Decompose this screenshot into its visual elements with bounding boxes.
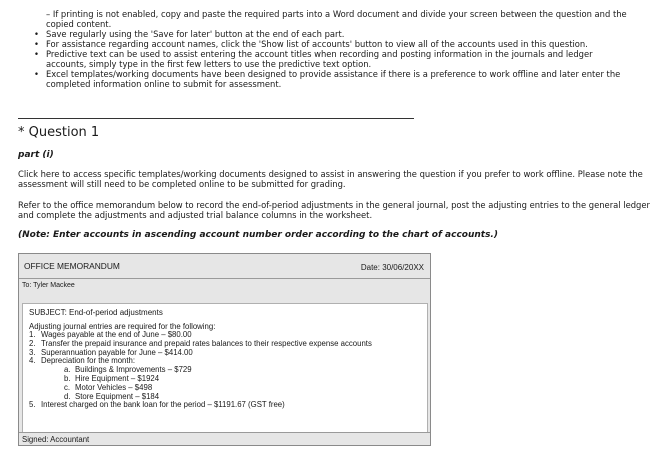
templates-link-paragraph[interactable]: Click here to access specific templates/working documents designed to assist in answering the question if you prefer to work offline. Please note the assessment will still need to be completed online to be submitted for grading. [18,169,643,189]
item-number: 4. [29,356,36,366]
instruction-copy-paste [34,9,634,29]
memo-signature: Signed: Accountant [22,435,90,444]
office-memorandum [18,253,431,446]
instruction-text: Save regularly using the 'Save for later' button at the end of each part. [46,29,345,39]
question-title: * Question 1 [18,125,100,140]
adjustments-list [29,331,372,410]
memo-signed-row [19,432,430,446]
instructions-list [34,9,634,89]
memo-title: OFFICE MEMORANDUM [24,261,120,271]
memo-recipient: To: Tyler Mackee [22,282,75,289]
memo-subject: SUBJECT: End-of-period adjustments [29,308,163,317]
item-text: Depreciation for the month: [41,356,136,366]
item-text: Wages payable at the end of June – $80.00 [41,330,192,339]
instruction-excel-templates [34,69,634,89]
item-letter: b. [64,373,71,383]
instruction-text: For assistance regarding account names, click the 'Show list of accounts' button to view all of the accounts used in this question. [46,39,588,49]
section-divider [18,118,414,119]
item-number: 5. [29,400,36,410]
part-label: part (i) [18,150,54,160]
item-number: 2. [29,338,36,348]
item-text: Hire Equipment – $1924 [75,373,160,383]
item-text: Interest charged on the bank loan for the period – $1191.67 (GST free) [41,400,285,410]
memo-date: Date: 30/06/20XX [360,263,424,272]
bullet-dot: • [34,69,39,79]
item-text: Transfer the prepaid insurance and prepaid rates balances to their respective expense accounts [41,338,372,348]
item-text: Store Equipment – $184 [75,391,160,401]
instruction-save [34,29,634,39]
item-letter: c. [64,382,71,392]
item-number: 1. [29,330,36,339]
item-text: Motor Vehicles – $498 [75,382,153,392]
account-order-note: (Note: Enter accounts in ascending account number order according to the chart of accounts.) [18,230,498,240]
bullet-dot: • [34,39,39,49]
item-text: Buildings & Improvements – $729 [75,365,192,375]
memo-header [19,254,430,278]
item-letter: a. [64,365,71,375]
item-number: 3. [29,347,36,357]
item-text: Superannuation payable for June – $414.00 [41,347,193,357]
memo-body [22,303,428,433]
memo-to-row [19,278,430,297]
instruction-text: Excel templates/working documents have been designed to provide assistance if there is a preference to work offline and later enter the completed information online to submit for assessment. [46,69,621,89]
instructions-paragraph: Refer to the office memorandum below to record the end-of-period adjustments in the general journal, post the adjusting entries to the general ledger and complete the adjustments and adjusted trial balance columns in the worksheet. [18,200,650,220]
bullet-dot: • [34,29,39,39]
instruction-predictive-text [34,49,634,69]
instruction-accounts [34,39,634,49]
adjustment-item [29,401,372,410]
memo-intro: Adjusting journal entries are required for the following: [29,322,216,331]
bullet-dot: • [34,49,39,59]
item-letter: d. [64,391,71,401]
instruction-text: Predictive text can be used to assist entering the account titles when recording and posting information in the journals and ledger accounts, simply type in the first few letters to use the predictive text option. [46,49,593,69]
instruction-text: – If printing is not enabled, copy and paste the required parts into a Word document and divide your screen between the question and the copied content. [46,9,627,29]
